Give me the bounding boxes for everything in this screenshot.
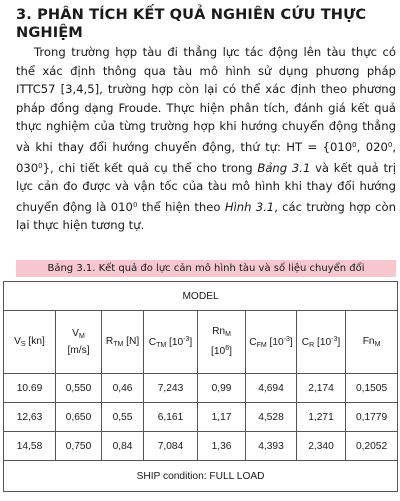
cell-cr: 2,340: [297, 432, 346, 461]
cell-vm: 0,750: [56, 432, 102, 461]
cell-rnm: 0,99: [198, 374, 246, 403]
table-caption: Bảng 3.1. Kết quả đo lực cản mô hình tàu và số liệu chuyển đổi: [16, 260, 396, 277]
cell-ctm: 6,161: [144, 403, 198, 432]
results-table: [3, 281, 398, 492]
cell-vs: 12,63: [4, 403, 56, 432]
cell-vs: 14,58: [4, 432, 56, 461]
header-cr: $C_R$ $[10^{-3}]$: [297, 311, 346, 374]
table-row: [4, 403, 398, 432]
cell-rtm: 0,55: [102, 403, 144, 432]
cell-fnm: 0,1505: [346, 374, 398, 403]
cell-rnm: 1,36: [198, 432, 246, 461]
header-fnm: $Fn_M$: [346, 311, 398, 374]
cell-vm: 0,550: [56, 374, 102, 403]
header-ctm: $C_{TM}$ $[10^{-3}]$: [144, 311, 198, 374]
cell-rtm: 0,46: [102, 374, 144, 403]
header-rtm: $R_{TM}$ [N]: [102, 311, 144, 374]
cell-cfm: 4,694: [246, 374, 297, 403]
cell-cr: 2,174: [297, 374, 346, 403]
cell-cfm: 4,393: [246, 432, 297, 461]
cell-ctm: 7,243: [144, 374, 198, 403]
header-vs: $V_S$ [kn]: [4, 311, 56, 374]
cell-fnm: 0,2052: [346, 432, 398, 461]
model-header-cell: MODEL: [4, 282, 398, 311]
header-cfm: $C_{FM}$ $[10^{-3}]$: [246, 311, 297, 374]
cell-cr: 1,271: [297, 403, 346, 432]
body-paragraph: Trong trường hợp tàu đi thẳng lực tác động lên tàu thực có thể xác định thông qua tàu mô hình sử dụng phương pháp ITTC57 [3,4,5], trường hợp còn lại có thể xác định theo phương pháp đồng dạng Froude. Thực hiện phân tích, đánh giá kết quả thực nghiệm của từng trường hợp khi hướng chuyển động thẳng và khi thay đổi hướng chuyển động, thứ tự: HT = {$010^0$, $020^0$, $030^0$}, chi tiết kết quả cụ thể cho trong Bảng 3.1 và kết quả trị lực cản đo được và vận tốc của tàu mô hình khi thay đổi hướng chuyển động là $010^0$ thể hiện theo Hình 3.1, các trường hợp còn lại thực hiện tương tự.: [16, 45, 397, 233]
cell-vm: 0,650: [56, 403, 102, 432]
table-reference: Bảng 3.1: [257, 160, 311, 175]
table-row: [4, 374, 398, 403]
header-rnm: $Rn_M$ $[10^6]$: [198, 311, 246, 374]
cell-rnm: 1,17: [198, 403, 246, 432]
cell-rtm: 0,84: [102, 432, 144, 461]
section-heading-line2: NGHIỆM: [16, 24, 83, 41]
section-heading-line1: 3. PHÂN TÍCH KẾT QUẢ NGHIÊN CỨU THỰC: [16, 6, 367, 23]
table-header-row: [4, 311, 398, 374]
header-vm: $V_M$ [m/s]: [56, 311, 102, 374]
figure-reference: Hình 3.1: [224, 199, 275, 214]
table-row: [4, 432, 398, 461]
cell-vs: 10.69: [4, 374, 56, 403]
cell-cfm: 4,528: [246, 403, 297, 432]
ship-condition-cell: SHIP condition: FULL LOAD: [4, 461, 398, 492]
table-model-row: [4, 282, 398, 311]
section-heading: [16, 6, 396, 42]
cell-fnm: 0,1779: [346, 403, 398, 432]
table-footer-row: [4, 461, 398, 492]
cell-ctm: 7,084: [144, 432, 198, 461]
